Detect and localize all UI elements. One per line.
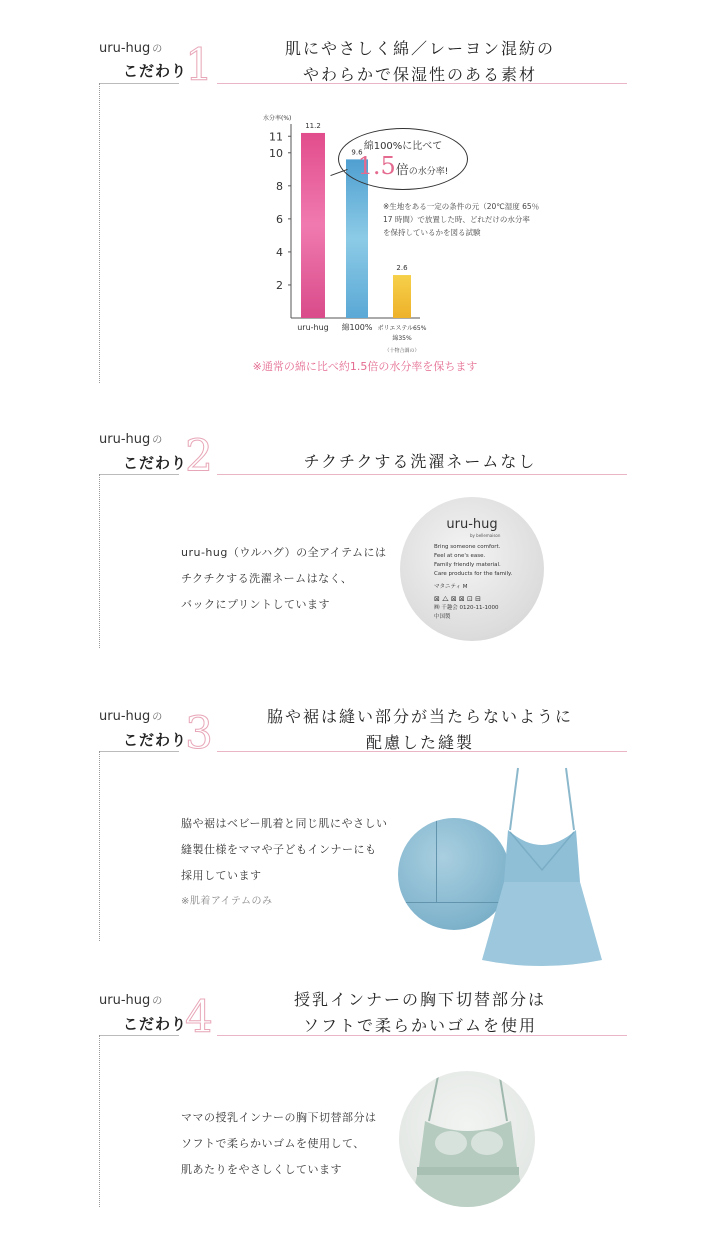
section-title: チクチクする洗濯ネームなし — [303, 452, 537, 471]
section-number: 4 — [185, 992, 213, 1043]
section-title: 授乳インナーの胸下切替部分は ソフトで柔らかいゴムを使用 — [293, 990, 546, 1035]
nursing-inner-photo — [399, 1071, 535, 1207]
category-label: 綿100% — [341, 323, 373, 332]
divider-gray — [99, 751, 179, 752]
y-tick-label: 2 — [276, 278, 283, 292]
data-label: 9.6 — [351, 148, 363, 157]
kodawari-label: こだわり — [123, 731, 188, 749]
divider-gray — [99, 474, 179, 475]
section-1 — [0, 0, 727, 400]
section-number: 3 — [185, 708, 213, 759]
section-title: 肌にやさしく綿／レーヨン混紡の やわらかで保湿性のある素材 — [284, 39, 555, 84]
kodawari-label: こだわり — [123, 1015, 188, 1033]
y-tick-label: 4 — [276, 245, 283, 259]
dotted-rule — [99, 1035, 100, 1207]
section-note: ※肌着アイテムのみ — [181, 896, 273, 907]
category-label: ポリエステル65% — [377, 325, 427, 332]
section-number: 2 — [185, 431, 213, 482]
care-icons: ⊠ ⧍ ⊠ ⊠ ⊡ ⊟ — [434, 595, 481, 603]
section-body: uru-hug（ウルハグ）の全アイテムには チクチクする洗濯ネームはなく、 バックにプリントしています — [181, 546, 387, 611]
brand-label: uru-hug の — [99, 432, 163, 447]
chart-caption: ※通常の綿に比べ約1.5倍の水分率を保ちます — [252, 360, 478, 373]
section-number: 1 — [185, 40, 213, 91]
section-body: 脇や裾はベビー肌着と同じ肌にやさしい 縫製仕様をママや子どもインナーにも 採用しています ※肌着アイテムのみ — [181, 811, 388, 915]
kodawari-label: こだわり — [123, 62, 188, 80]
bar-1 — [301, 133, 325, 318]
chart-footnote: ※生地をある一定の条件の元（20℃湿度 65％ 17 時間）で放置した時、どれだけの水分率 を保持しているかを図る試験 — [383, 202, 540, 237]
y-tick-label: 10 — [269, 146, 283, 160]
section-body: ママの授乳インナーの胸下切替部分は ソフトで柔らかいゴムを使用して、 肌あたりをやさしくしています — [181, 1111, 377, 1176]
brand-label: uru-hug の — [99, 41, 163, 56]
y-tick-label: 8 — [276, 179, 283, 193]
camisole-dress-photo — [470, 760, 610, 970]
divider-gray — [99, 1035, 179, 1036]
dotted-rule — [99, 751, 100, 941]
comparison-bubble: 綿100%に比べて 1.5倍の水分率! — [338, 128, 468, 190]
y-tick-label: 11 — [269, 130, 283, 144]
section-4 — [0, 985, 727, 1245]
bar-3 — [393, 275, 411, 318]
category-label: uru-hug — [297, 323, 329, 332]
category-label: 綿35% — [392, 335, 412, 342]
dotted-rule — [99, 474, 100, 648]
y-tick-label: 6 — [276, 212, 283, 226]
section-2 — [0, 425, 727, 665]
section-3 — [0, 700, 727, 950]
y-axis-label: 水分率(%) — [263, 115, 292, 122]
brand-label: uru-hug の — [99, 709, 163, 724]
brand-label: uru-hug の — [99, 993, 163, 1008]
data-label: 2.6 — [396, 264, 408, 273]
kodawari-label: こだわり — [123, 454, 188, 472]
section-title: 脇や裾は縫い部分が当たらないように 配慮した縫製 — [266, 707, 573, 752]
data-label: 11.2 — [305, 121, 321, 130]
category-sublabel: （十物合調の） — [384, 348, 420, 354]
care-label-photo: uru-hug by bellemaison Bring someone comfort. Feel at one's ease. Family friendly material. Care products for the family. マタニティ M ⊠ ⧍ ⊠ ⊠ ⊡ ⊟ ㈱ 千趣会 0120-11-1000 中国製 — [400, 497, 544, 641]
moisture-chart — [0, 0, 727, 400]
